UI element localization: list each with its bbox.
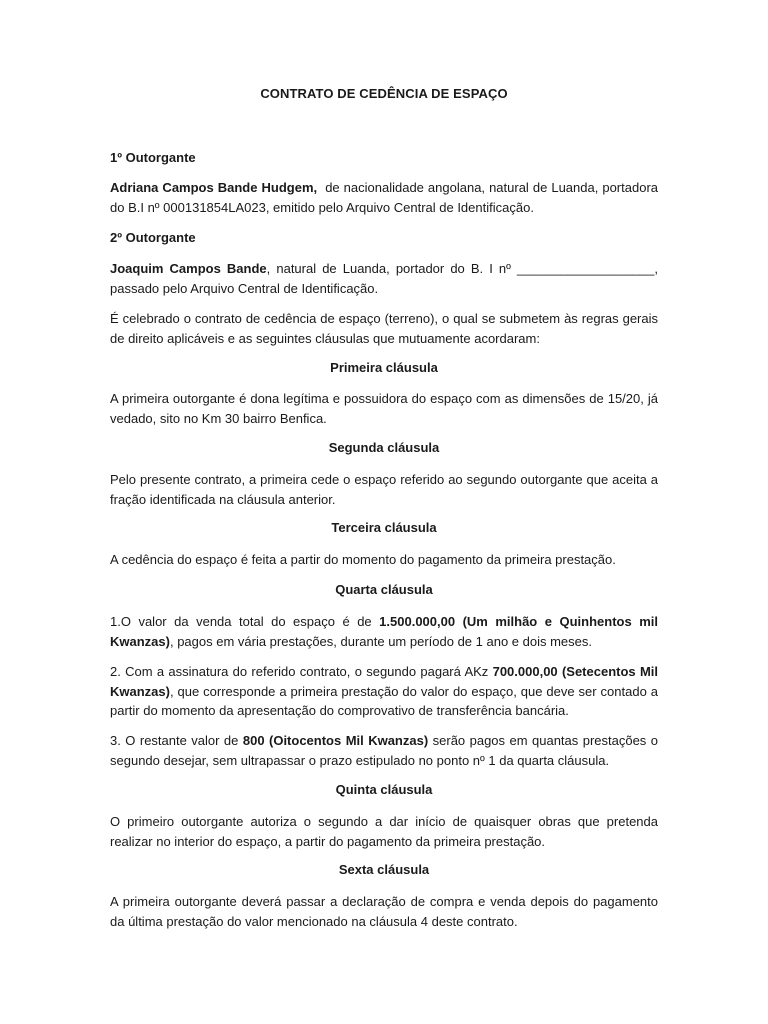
clause4-item2	[110, 662, 658, 721]
intro-paragraph: É celebrado o contrato de cedência de espaço (terreno), o qual se submetem às regras gerais de direito aplicáveis e as seguintes cláusulas que mutuamente acordaram:	[110, 311, 658, 346]
clause3-text: A cedência do espaço é feita a partir do momento do pagamento da primeira prestação.	[110, 552, 616, 567]
outorgante2-heading: 2º Outorgante	[110, 230, 196, 245]
clause5-heading: Quinta cláusula	[335, 782, 433, 797]
clause1-heading: Primeira cláusula	[330, 360, 438, 375]
clause4-item1-a: 1.O valor da venda total do espaço é de	[110, 614, 380, 629]
clause1-text: A primeira outorgante é dona legítima e possuidora do espaço com as dimensões de 15/20, já vedado, sito no Km 30 bairro Benfica.	[110, 391, 658, 426]
clause4-item3-amount: 800 (Oitocentos Mil Kwanzas)	[242, 733, 429, 748]
outorgante1-name: Adriana Campos Bande Hudgem,	[110, 180, 318, 195]
clause4-item2-a: 2. Com a assinatura do referido contrato, o segundo pagará AKz	[110, 664, 493, 679]
clause3-heading: Terceira cláusula	[331, 520, 437, 535]
clause4-item1	[110, 612, 658, 651]
document-title: CONTRATO DE CEDÊNCIA DE ESPAÇO	[260, 86, 508, 101]
outorgante1-paragraph	[110, 178, 658, 217]
clause4-item3	[110, 731, 658, 770]
outorgante2-text-a: , natural de Luanda, portador do B. I nº	[266, 261, 517, 276]
clause4-item3-c: serão pagos em quantas prestações o segundo desejar, sem ultrapassar o prazo estipulado no ponto nº 1 da quarta cláusula.	[110, 733, 658, 768]
clause6-text: A primeira outorgante deverá passar a declaração de compra e venda depois do pagamento da última prestação do valor mencionado na cláusula 4 deste contrato.	[110, 894, 658, 929]
clause4-heading: Quarta cláusula	[335, 582, 433, 597]
clause4-item3-a: 3. O restante valor de	[110, 733, 243, 748]
clause4-item2-amount: 700.000,00 (Setecentos Mil Kwanzas)	[110, 664, 658, 699]
outorgante1-heading: 1º Outorgante	[110, 150, 196, 165]
clause2-heading: Segunda cláusula	[328, 440, 440, 455]
outorgante2-paragraph	[110, 259, 658, 298]
clause4-item2-c: , que corresponde a primeira prestação do valor do espaço, que deve ser contado a partir do momento da apresentação do comprovativo de transferência bancária.	[110, 683, 658, 718]
clause4-item1-c: , pagos em vária prestações, durante um período de 1 ano e dois meses.	[169, 633, 592, 649]
outorgante1-text: de nacionalidade angolana, natural de Luanda, portadora do B.I nº 000131854LA023, emitido pelo Arquivo Central de Identificação.	[110, 180, 659, 215]
clause4-item1-amount: 1.500.000,00 (Um milhão e Quinhentos mil Kwanzas)	[110, 614, 658, 649]
id-number-blank: ___________________	[517, 261, 655, 276]
outorgante2-text-b: , passado pelo Arquivo Central de Identificação.	[110, 261, 658, 296]
outorgante2-name: Joaquim Campos Bande	[110, 261, 267, 276]
clause2-text: Pelo presente contrato, a primeira cede o espaço referido ao segundo outorgante que aceita a fração identificada na cláusula anterior.	[110, 472, 658, 507]
clause6-heading: Sexta cláusula	[338, 862, 430, 877]
clause5-text: O primeiro outorgante autoriza o segundo a dar início de quaisquer obras que pretenda realizar no interior do espaço, a partir do pagamento da primeira prestação.	[110, 814, 658, 849]
